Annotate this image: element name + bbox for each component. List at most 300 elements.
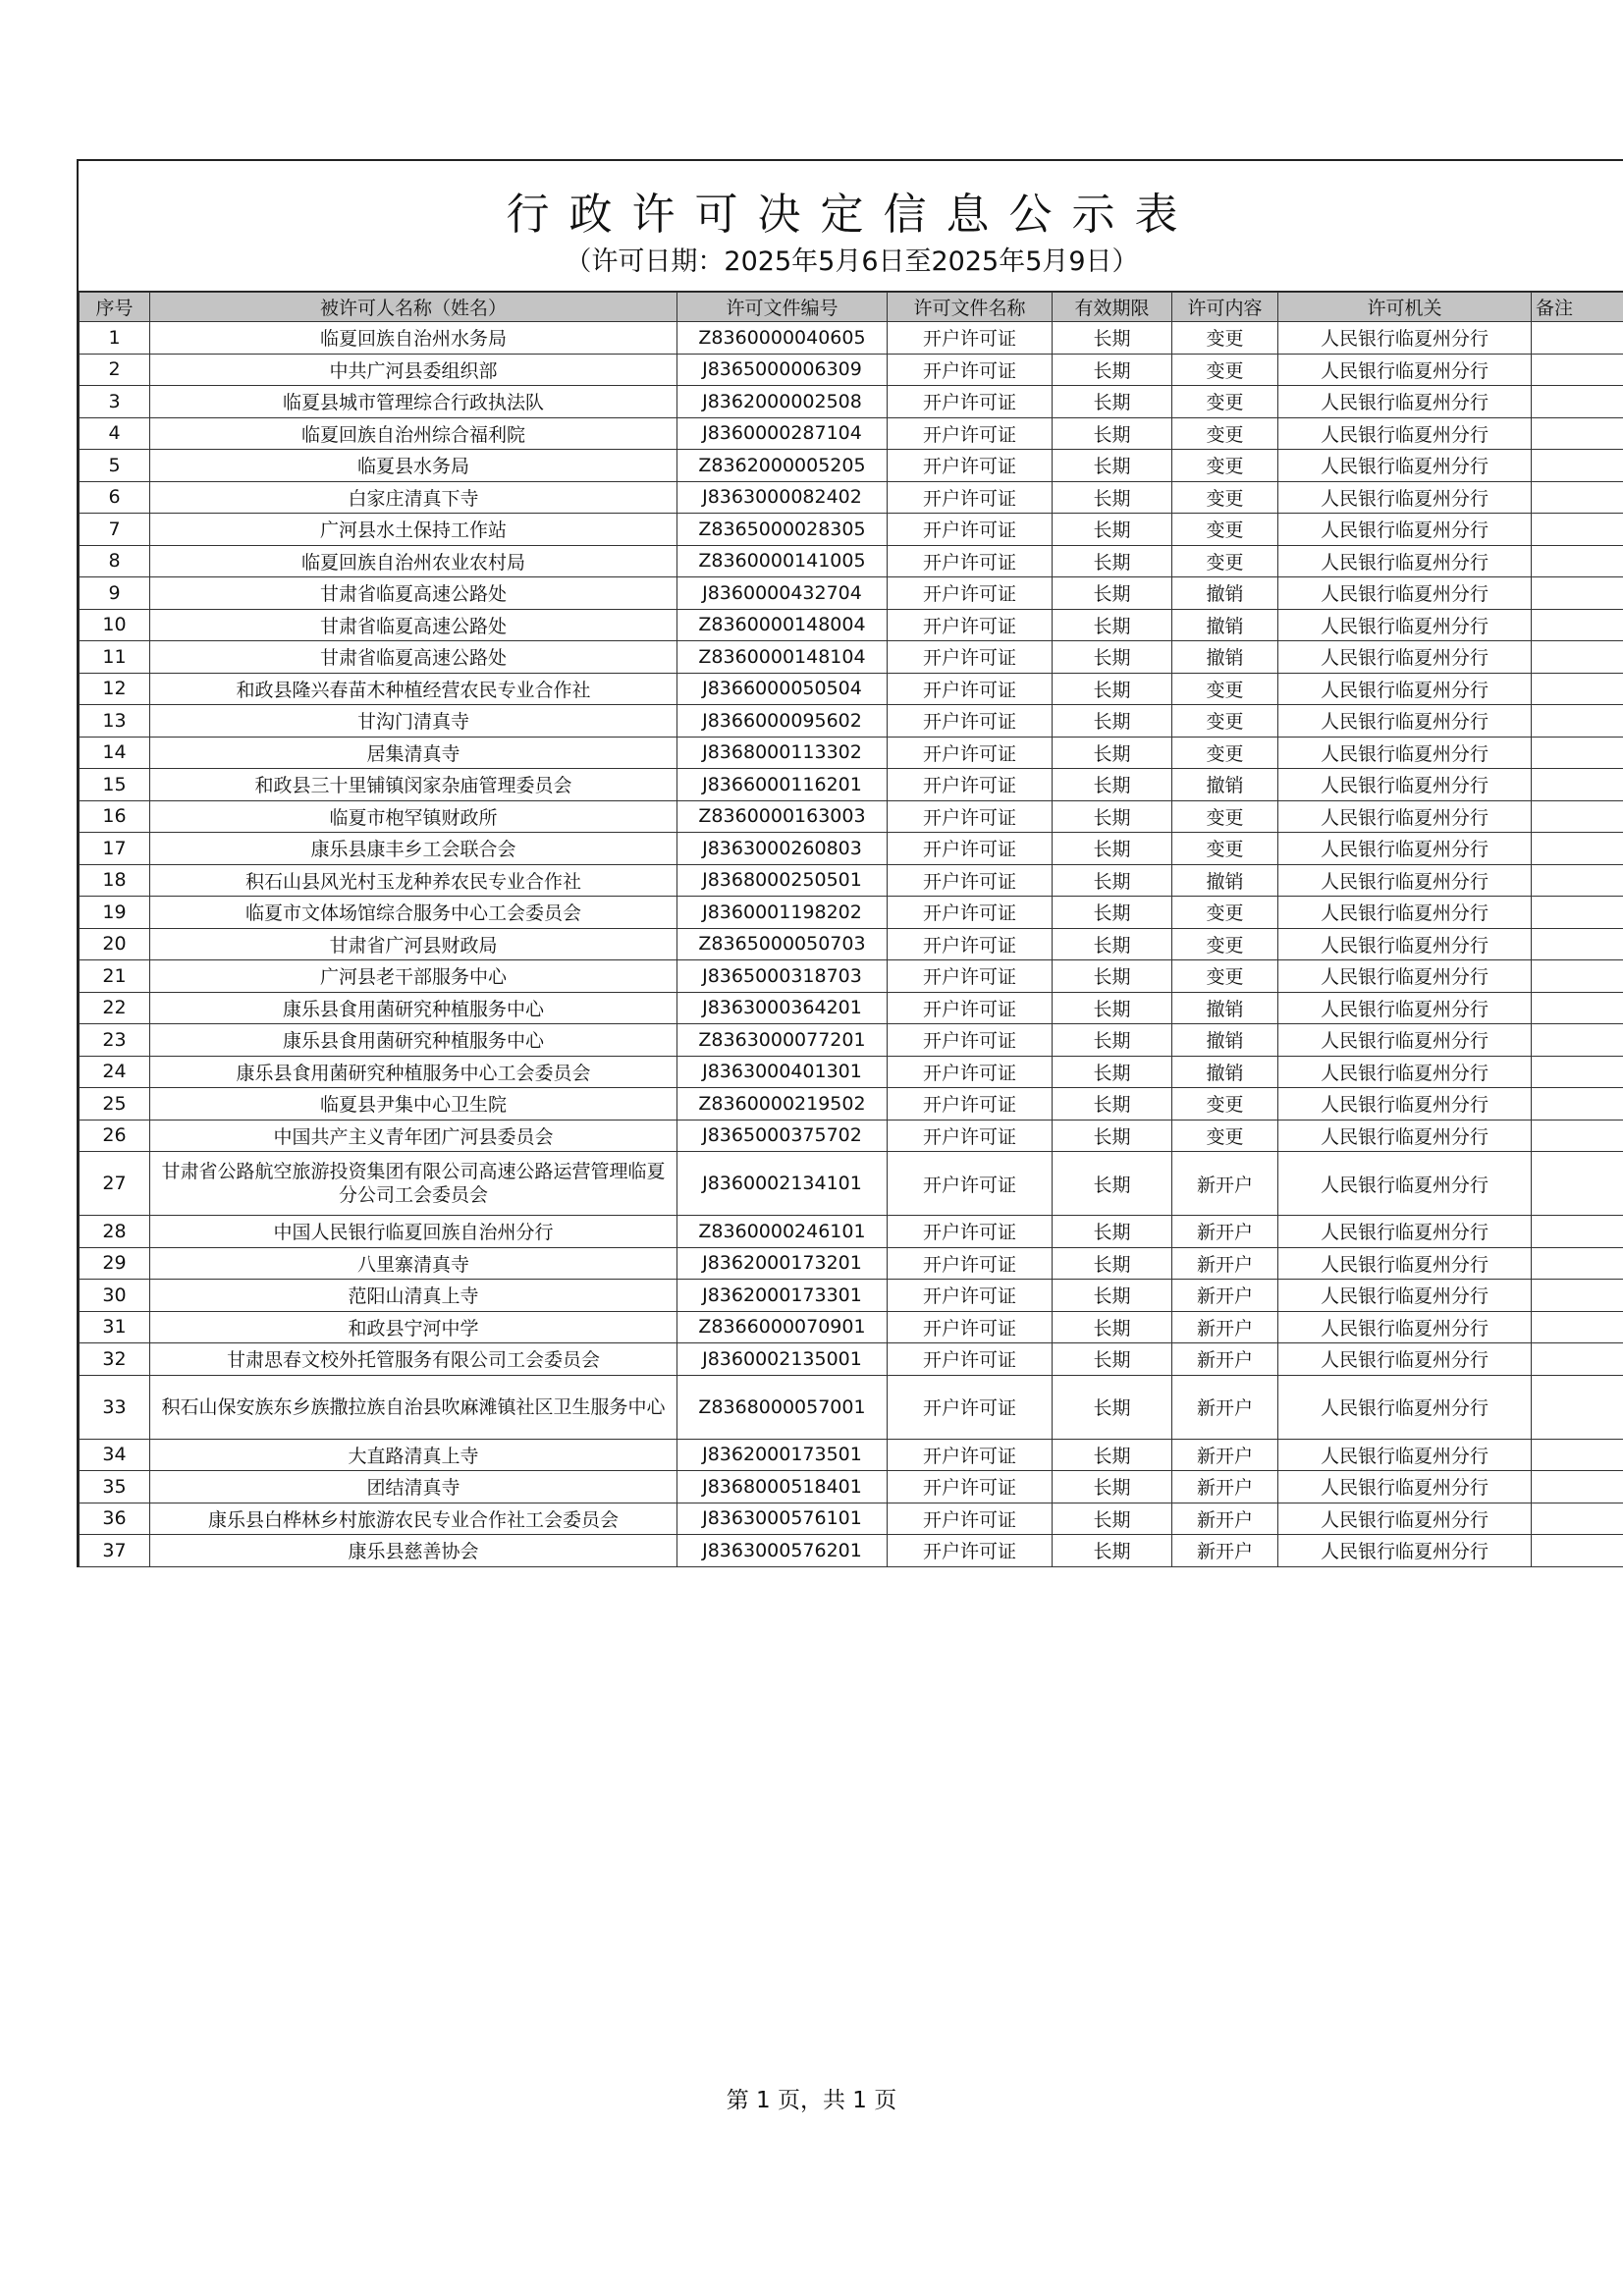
cell-no: 9 [80,577,150,610]
cell-term: 长期 [1053,1311,1172,1343]
table-row [80,1343,1623,1376]
cell-content: 新开户 [1172,1311,1278,1343]
cell-content: 变更 [1172,386,1278,418]
cell-org: 人民银行临夏州分行 [1278,1535,1532,1567]
cell-org: 人民银行临夏州分行 [1278,705,1532,738]
cell-term: 长期 [1053,833,1172,865]
cell-code: J8360000432704 [677,577,888,610]
cell-code: J8366000095602 [677,705,888,738]
cell-content: 新开户 [1172,1343,1278,1376]
cell-name: 临夏市文体场馆综合服务中心工会委员会 [150,897,677,929]
header-term: 有效期限 [1053,293,1172,322]
cell-remark [1532,864,1623,897]
cell-no: 12 [80,673,150,705]
cell-remark [1532,960,1623,993]
cell-content: 新开户 [1172,1216,1278,1248]
cell-org: 人民银行临夏州分行 [1278,897,1532,929]
cell-org: 人民银行临夏州分行 [1278,1024,1532,1057]
cell-name: 临夏回族自治州农业农村局 [150,545,677,577]
cell-content: 新开户 [1172,1439,1278,1471]
cell-code: Z8365000028305 [677,514,888,546]
cell-doc: 开户许可证 [888,897,1053,929]
cell-content: 变更 [1172,705,1278,738]
cell-remark [1532,1024,1623,1057]
cell-org: 人民银行临夏州分行 [1278,1280,1532,1312]
cell-term: 长期 [1053,992,1172,1024]
table-row [80,992,1623,1024]
cell-name: 临夏市枹罕镇财政所 [150,800,677,833]
cell-code: J8363000401301 [677,1056,888,1088]
cell-remark [1532,1439,1623,1471]
cell-doc: 开户许可证 [888,1247,1053,1280]
cell-code: J8368000250501 [677,864,888,897]
cell-content: 撤销 [1172,1056,1278,1088]
cell-org: 人民银行临夏州分行 [1278,1311,1532,1343]
table-row [80,800,1623,833]
cell-remark [1532,641,1623,674]
cell-term: 长期 [1053,705,1172,738]
cell-term: 长期 [1053,1503,1172,1535]
cell-doc: 开户许可证 [888,1152,1053,1216]
cell-code: J8360001198202 [677,897,888,929]
table-row [80,417,1623,450]
cell-org: 人民银行临夏州分行 [1278,833,1532,865]
cell-code: Z8368000057001 [677,1375,888,1439]
cell-code: J8363000260803 [677,833,888,865]
page-footer: 第 1 页，共 1 页 [726,2088,897,2113]
table-row [80,1216,1623,1248]
cell-code: Z8360000246101 [677,1216,888,1248]
cell-term: 长期 [1053,1216,1172,1248]
cell-org: 人民银行临夏州分行 [1278,800,1532,833]
cell-term: 长期 [1053,673,1172,705]
cell-remark [1532,800,1623,833]
cell-code: J8360000287104 [677,417,888,450]
cell-doc: 开户许可证 [888,577,1053,610]
cell-content: 新开户 [1172,1152,1278,1216]
cell-org: 人民银行临夏州分行 [1278,322,1532,355]
cell-remark [1532,992,1623,1024]
cell-term: 长期 [1053,1247,1172,1280]
cell-name: 中国共产主义青年团广河县委员会 [150,1120,677,1152]
table-row [80,1503,1623,1535]
cell-doc: 开户许可证 [888,322,1053,355]
table-row [80,545,1623,577]
table-row [80,705,1623,738]
cell-content: 变更 [1172,928,1278,960]
cell-org: 人民银行临夏州分行 [1278,1088,1532,1121]
cell-remark [1532,673,1623,705]
table-row [80,1152,1623,1216]
cell-name: 康乐县康丰乡工会联合会 [150,833,677,865]
cell-code: Z8360000219502 [677,1088,888,1121]
cell-content: 变更 [1172,514,1278,546]
cell-content: 变更 [1172,673,1278,705]
cell-code: J8363000576101 [677,1503,888,1535]
cell-term: 长期 [1053,1088,1172,1121]
cell-no: 18 [80,864,150,897]
cell-code: J8362000002508 [677,386,888,418]
cell-term: 长期 [1053,1120,1172,1152]
cell-code: Z8360000040605 [677,322,888,355]
cell-no: 3 [80,386,150,418]
cell-term: 长期 [1053,1152,1172,1216]
cell-no: 17 [80,833,150,865]
cell-content: 撤销 [1172,577,1278,610]
table-row [80,386,1623,418]
cell-code: Z8360000163003 [677,800,888,833]
cell-term: 长期 [1053,641,1172,674]
cell-remark [1532,514,1623,546]
cell-org: 人民银行临夏州分行 [1278,514,1532,546]
cell-no: 10 [80,609,150,641]
cell-org: 人民银行临夏州分行 [1278,1375,1532,1439]
cell-doc: 开户许可证 [888,705,1053,738]
cell-remark [1532,1535,1623,1567]
cell-name: 康乐县慈善协会 [150,1535,677,1567]
cell-remark [1532,1088,1623,1121]
cell-code: J8366000116201 [677,769,888,801]
cell-org: 人民银行临夏州分行 [1278,1343,1532,1376]
cell-content: 新开户 [1172,1375,1278,1439]
cell-content: 变更 [1172,897,1278,929]
cell-content: 新开户 [1172,1247,1278,1280]
header-code: 许可文件编号 [677,293,888,322]
cell-term: 长期 [1053,545,1172,577]
cell-doc: 开户许可证 [888,1056,1053,1088]
table-header-row [80,293,1623,322]
cell-content: 撤销 [1172,609,1278,641]
cell-name: 广河县老干部服务中心 [150,960,677,993]
cell-no: 6 [80,481,150,514]
cell-name: 临夏县城市管理综合行政执法队 [150,386,677,418]
cell-no: 23 [80,1024,150,1057]
cell-term: 长期 [1053,769,1172,801]
cell-remark [1532,1056,1623,1088]
cell-org: 人民银行临夏州分行 [1278,992,1532,1024]
cell-remark [1532,897,1623,929]
cell-doc: 开户许可证 [888,769,1053,801]
cell-no: 32 [80,1343,150,1376]
cell-remark [1532,1120,1623,1152]
cell-no: 2 [80,354,150,386]
cell-remark [1532,1152,1623,1216]
cell-remark [1532,928,1623,960]
cell-content: 变更 [1172,354,1278,386]
cell-doc: 开户许可证 [888,800,1053,833]
cell-name: 居集清真寺 [150,737,677,769]
cell-code: J8360002134101 [677,1152,888,1216]
table-row [80,481,1623,514]
cell-term: 长期 [1053,1471,1172,1503]
cell-org: 人民银行临夏州分行 [1278,1056,1532,1088]
table-row [80,514,1623,546]
title-block [79,161,1623,292]
cell-name: 和政县隆兴春苗木种植经营农民专业合作社 [150,673,677,705]
cell-doc: 开户许可证 [888,545,1053,577]
cell-name: 临夏县尹集中心卫生院 [150,1088,677,1121]
cell-content: 变更 [1172,417,1278,450]
cell-no: 21 [80,960,150,993]
table-row [80,960,1623,993]
cell-doc: 开户许可证 [888,386,1053,418]
cell-name: 中国人民银行临夏回族自治州分行 [150,1216,677,1248]
cell-term: 长期 [1053,609,1172,641]
cell-name: 团结清真寺 [150,1471,677,1503]
cell-doc: 开户许可证 [888,1120,1053,1152]
cell-code: J8365000375702 [677,1120,888,1152]
cell-doc: 开户许可证 [888,609,1053,641]
cell-org: 人民银行临夏州分行 [1278,769,1532,801]
cell-remark [1532,737,1623,769]
cell-name: 甘肃省临夏高速公路处 [150,609,677,641]
cell-content: 撤销 [1172,641,1278,674]
cell-name: 甘肃思春文校外托管服务有限公司工会委员会 [150,1343,677,1376]
cell-term: 长期 [1053,864,1172,897]
header-remark: 备注 [1532,293,1623,322]
cell-org: 人民银行临夏州分行 [1278,864,1532,897]
cell-name: 和政县宁河中学 [150,1311,677,1343]
cell-no: 19 [80,897,150,929]
cell-term: 长期 [1053,450,1172,482]
cell-org: 人民银行临夏州分行 [1278,737,1532,769]
cell-code: J8363000576201 [677,1535,888,1567]
cell-term: 长期 [1053,386,1172,418]
cell-remark [1532,450,1623,482]
table-row [80,1024,1623,1057]
cell-no: 27 [80,1152,150,1216]
cell-name: 甘沟门清真寺 [150,705,677,738]
cell-no: 34 [80,1439,150,1471]
cell-org: 人民银行临夏州分行 [1278,609,1532,641]
table-row [80,833,1623,865]
cell-content: 变更 [1172,545,1278,577]
document-sheet [77,159,1623,1567]
header-no: 序号 [80,293,150,322]
cell-content: 撤销 [1172,1024,1278,1057]
table-row [80,1280,1623,1312]
cell-remark [1532,545,1623,577]
cell-org: 人民银行临夏州分行 [1278,450,1532,482]
cell-doc: 开户许可证 [888,354,1053,386]
header-content: 许可内容 [1172,293,1278,322]
table-row [80,641,1623,674]
cell-code: Z8360000141005 [677,545,888,577]
cell-term: 长期 [1053,514,1172,546]
cell-remark [1532,417,1623,450]
cell-name: 康乐县食用菌研究种植服务中心工会委员会 [150,1056,677,1088]
cell-remark [1532,1471,1623,1503]
cell-no: 14 [80,737,150,769]
cell-code: Z8363000077201 [677,1024,888,1057]
cell-org: 人民银行临夏州分行 [1278,1439,1532,1471]
table-row [80,1535,1623,1567]
cell-remark [1532,609,1623,641]
table-row [80,1120,1623,1152]
cell-name: 甘肃省临夏高速公路处 [150,641,677,674]
table-row [80,1375,1623,1439]
header-name: 被许可人名称（姓名） [150,293,677,322]
cell-name: 甘肃省临夏高速公路处 [150,577,677,610]
header-doc: 许可文件名称 [888,293,1053,322]
cell-org: 人民银行临夏州分行 [1278,417,1532,450]
cell-term: 长期 [1053,800,1172,833]
cell-org: 人民银行临夏州分行 [1278,673,1532,705]
cell-content: 变更 [1172,1120,1278,1152]
cell-remark [1532,1247,1623,1280]
cell-doc: 开户许可证 [888,1088,1053,1121]
cell-no: 25 [80,1088,150,1121]
cell-doc: 开户许可证 [888,992,1053,1024]
table-row [80,322,1623,355]
cell-content: 撤销 [1172,864,1278,897]
cell-no: 26 [80,1120,150,1152]
cell-doc: 开户许可证 [888,1024,1053,1057]
cell-name: 大直路清真上寺 [150,1439,677,1471]
cell-remark [1532,481,1623,514]
cell-org: 人民银行临夏州分行 [1278,386,1532,418]
header-org: 许可机关 [1278,293,1532,322]
cell-term: 长期 [1053,354,1172,386]
cell-name: 康乐县食用菌研究种植服务中心 [150,992,677,1024]
cell-doc: 开户许可证 [888,737,1053,769]
cell-term: 长期 [1053,1056,1172,1088]
cell-code: J8368000518401 [677,1471,888,1503]
cell-remark [1532,577,1623,610]
table-row [80,928,1623,960]
cell-remark [1532,1216,1623,1248]
cell-code: J8362000173501 [677,1439,888,1471]
cell-code: Z8366000070901 [677,1311,888,1343]
table-row [80,897,1623,929]
cell-remark [1532,769,1623,801]
cell-remark [1532,1311,1623,1343]
page-subtitle: （许可日期：2025年5月6日至2025年5月9日） [565,246,1139,277]
cell-no: 20 [80,928,150,960]
cell-no: 4 [80,417,150,450]
cell-doc: 开户许可证 [888,1471,1053,1503]
cell-term: 长期 [1053,1024,1172,1057]
cell-org: 人民银行临夏州分行 [1278,577,1532,610]
cell-term: 长期 [1053,1439,1172,1471]
cell-code: Z8362000005205 [677,450,888,482]
cell-remark [1532,322,1623,355]
cell-term: 长期 [1053,577,1172,610]
cell-no: 13 [80,705,150,738]
cell-remark [1532,386,1623,418]
cell-org: 人民银行临夏州分行 [1278,1216,1532,1248]
cell-code: J8363000364201 [677,992,888,1024]
cell-remark [1532,1375,1623,1439]
cell-term: 长期 [1053,897,1172,929]
cell-code: J8362000173201 [677,1247,888,1280]
cell-doc: 开户许可证 [888,1216,1053,1248]
cell-code: Z8365000050703 [677,928,888,960]
cell-no: 31 [80,1311,150,1343]
cell-no: 28 [80,1216,150,1248]
cell-content: 撤销 [1172,769,1278,801]
cell-content: 撤销 [1172,992,1278,1024]
cell-org: 人民银行临夏州分行 [1278,641,1532,674]
cell-content: 变更 [1172,1088,1278,1121]
cell-name: 康乐县白桦林乡村旅游农民专业合作社工会委员会 [150,1503,677,1535]
cell-content: 变更 [1172,481,1278,514]
cell-code: J8363000082402 [677,481,888,514]
cell-org: 人民银行临夏州分行 [1278,354,1532,386]
cell-no: 35 [80,1471,150,1503]
cell-doc: 开户许可证 [888,1311,1053,1343]
cell-term: 长期 [1053,737,1172,769]
cell-term: 长期 [1053,1280,1172,1312]
table-row [80,864,1623,897]
cell-term: 长期 [1053,417,1172,450]
cell-term: 长期 [1053,1375,1172,1439]
cell-remark [1532,354,1623,386]
table-row [80,609,1623,641]
cell-term: 长期 [1053,1343,1172,1376]
cell-content: 变更 [1172,800,1278,833]
cell-org: 人民银行临夏州分行 [1278,960,1532,993]
cell-code: Z8360000148104 [677,641,888,674]
cell-no: 7 [80,514,150,546]
cell-org: 人民银行临夏州分行 [1278,1120,1532,1152]
cell-name: 临夏回族自治州水务局 [150,322,677,355]
cell-content: 变更 [1172,450,1278,482]
cell-code: Z8360000148004 [677,609,888,641]
cell-no: 36 [80,1503,150,1535]
cell-doc: 开户许可证 [888,1343,1053,1376]
cell-name: 临夏县水务局 [150,450,677,482]
cell-doc: 开户许可证 [888,450,1053,482]
table-row [80,673,1623,705]
cell-org: 人民银行临夏州分行 [1278,928,1532,960]
cell-term: 长期 [1053,481,1172,514]
table-row [80,1311,1623,1343]
cell-org: 人民银行临夏州分行 [1278,1503,1532,1535]
cell-org: 人民银行临夏州分行 [1278,1152,1532,1216]
cell-name: 积石山县风光村玉龙种养农民专业合作社 [150,864,677,897]
cell-remark [1532,705,1623,738]
cell-doc: 开户许可证 [888,641,1053,674]
table-row [80,1088,1623,1121]
table-row [80,450,1623,482]
cell-name: 积石山保安族东乡族撒拉族自治县吹麻滩镇社区卫生服务中心 [150,1375,677,1439]
cell-code: J8365000318703 [677,960,888,993]
cell-no: 30 [80,1280,150,1312]
cell-content: 新开户 [1172,1503,1278,1535]
cell-content: 新开户 [1172,1471,1278,1503]
cell-no: 22 [80,992,150,1024]
cell-no: 24 [80,1056,150,1088]
cell-doc: 开户许可证 [888,481,1053,514]
cell-doc: 开户许可证 [888,960,1053,993]
cell-name: 八里寨清真寺 [150,1247,677,1280]
cell-doc: 开户许可证 [888,514,1053,546]
cell-term: 长期 [1053,928,1172,960]
cell-org: 人民银行临夏州分行 [1278,1247,1532,1280]
table-row [80,1439,1623,1471]
cell-no: 1 [80,322,150,355]
table-row [80,737,1623,769]
cell-content: 变更 [1172,833,1278,865]
cell-name: 范阳山清真上寺 [150,1280,677,1312]
cell-code: J8360002135001 [677,1343,888,1376]
cell-no: 5 [80,450,150,482]
cell-no: 8 [80,545,150,577]
cell-remark [1532,1280,1623,1312]
cell-content: 变更 [1172,322,1278,355]
cell-name: 和政县三十里铺镇闵家杂庙管理委员会 [150,769,677,801]
